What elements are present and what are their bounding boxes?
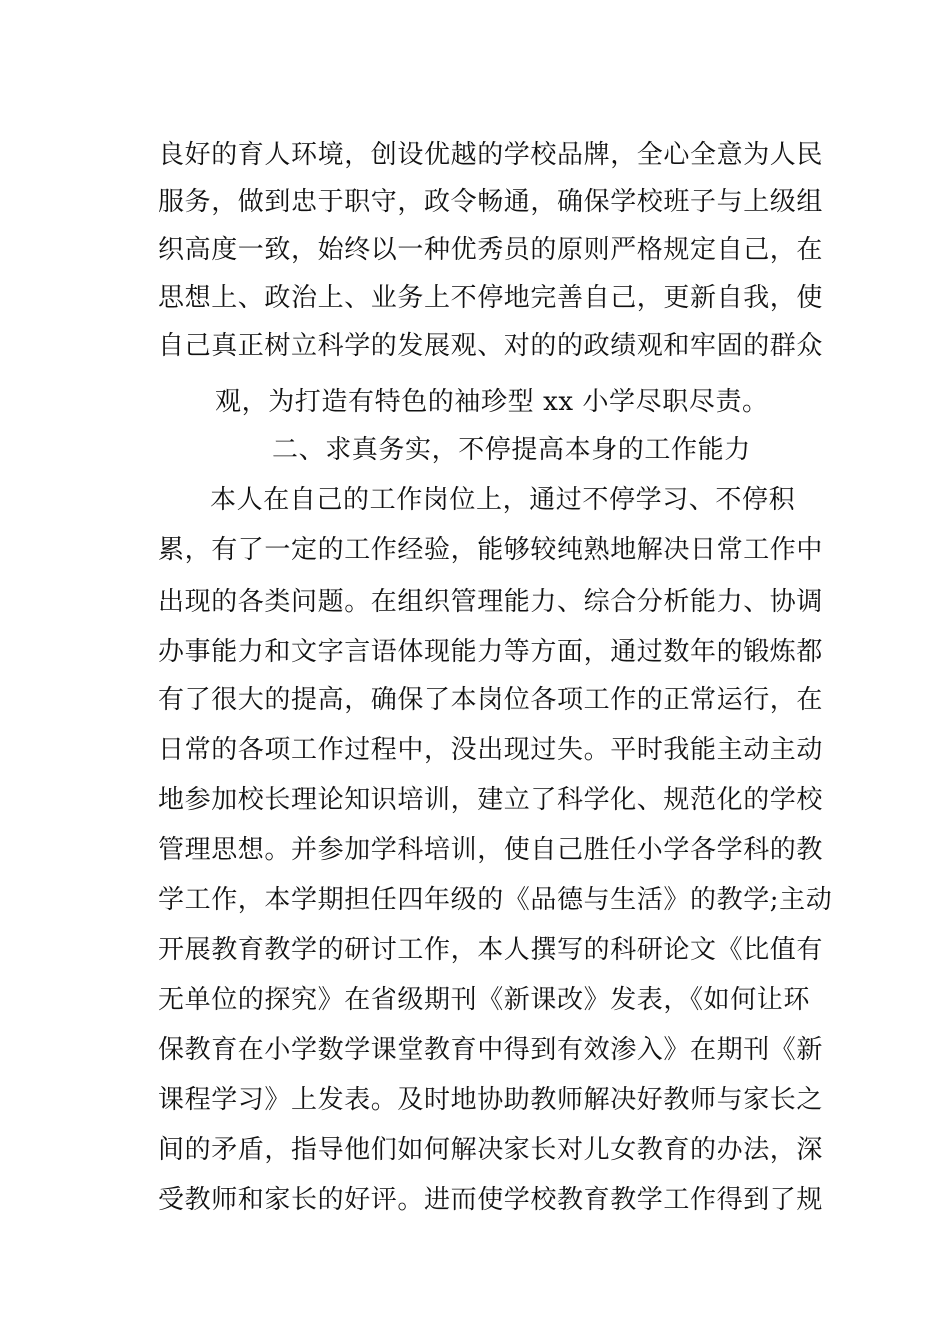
text-line: 自己真正树立科学的发展观、对的的政绩观和牢固的群众 (158, 331, 824, 361)
text-line: 良好的育人环境，创设优越的学校品牌，全心全意为人民 (158, 140, 824, 170)
text-line: 开展教育教学的研讨工作，本人撰写的科研论文《比值有 (158, 935, 824, 965)
text-line: 本人在自己的工作岗位上，通过不停学习、不停积 (210, 485, 796, 515)
text-line: 累，有了一定的工作经验，能够较纯熟地解决日常工作中 (158, 535, 824, 565)
text-line: 无单位的探究》在省级期刊《新课改》发表，《如何让环 (158, 985, 811, 1015)
text-line: 课程学习》上发表。及时地协助教师解决好教师与家长之 (158, 1085, 824, 1115)
text-line: 学工作，本学期担任四年级的《品德与生活》的教学;主动 (158, 885, 833, 915)
text-line: 间的矛盾，指导他们如何解决家长对儿女教育的办法，深 (158, 1135, 824, 1165)
text-line: 办事能力和文字言语体现能力等方面，通过数年的锻炼都 (158, 637, 824, 667)
text-line: 有了很大的提高，确保了本岗位各项工作的正常运行，在 (158, 685, 824, 715)
text-line: 保教育在小学数学课堂教育中得到有效渗入》在期刊《新 (158, 1035, 824, 1065)
text-line: 服务，做到忠于职守，政令畅通，确保学校班子与上级组 (158, 187, 824, 217)
text-line: 思想上、政治上、业务上不停地完善自己，更新自我，使 (158, 283, 824, 313)
text-line: 日常的各项工作过程中，没出现过失。平时我能主动主动 (158, 735, 824, 765)
text-line: 织高度一致，始终以一种优秀员的原则严格规定自己，在 (158, 235, 824, 265)
text-line: 管理思想。并参加学科培训，使自己胜任小学各学科的教 (158, 835, 824, 865)
section-heading: 二、求真务实，不停提高本身的工作能力 (272, 435, 751, 465)
text-line: 地参加校长理论知识培训，建立了科学化、规范化的学校 (158, 785, 824, 815)
text-line: 受教师和家长的好评。进而使学校教育教学工作得到了规 (158, 1185, 824, 1215)
text-line: 出现的各类问题。在组织管理能力、综合分析能力、协调 (158, 587, 824, 617)
text-line: 观，为打造有特色的袖珍型 xx 小学尽职尽责。 (215, 387, 769, 417)
